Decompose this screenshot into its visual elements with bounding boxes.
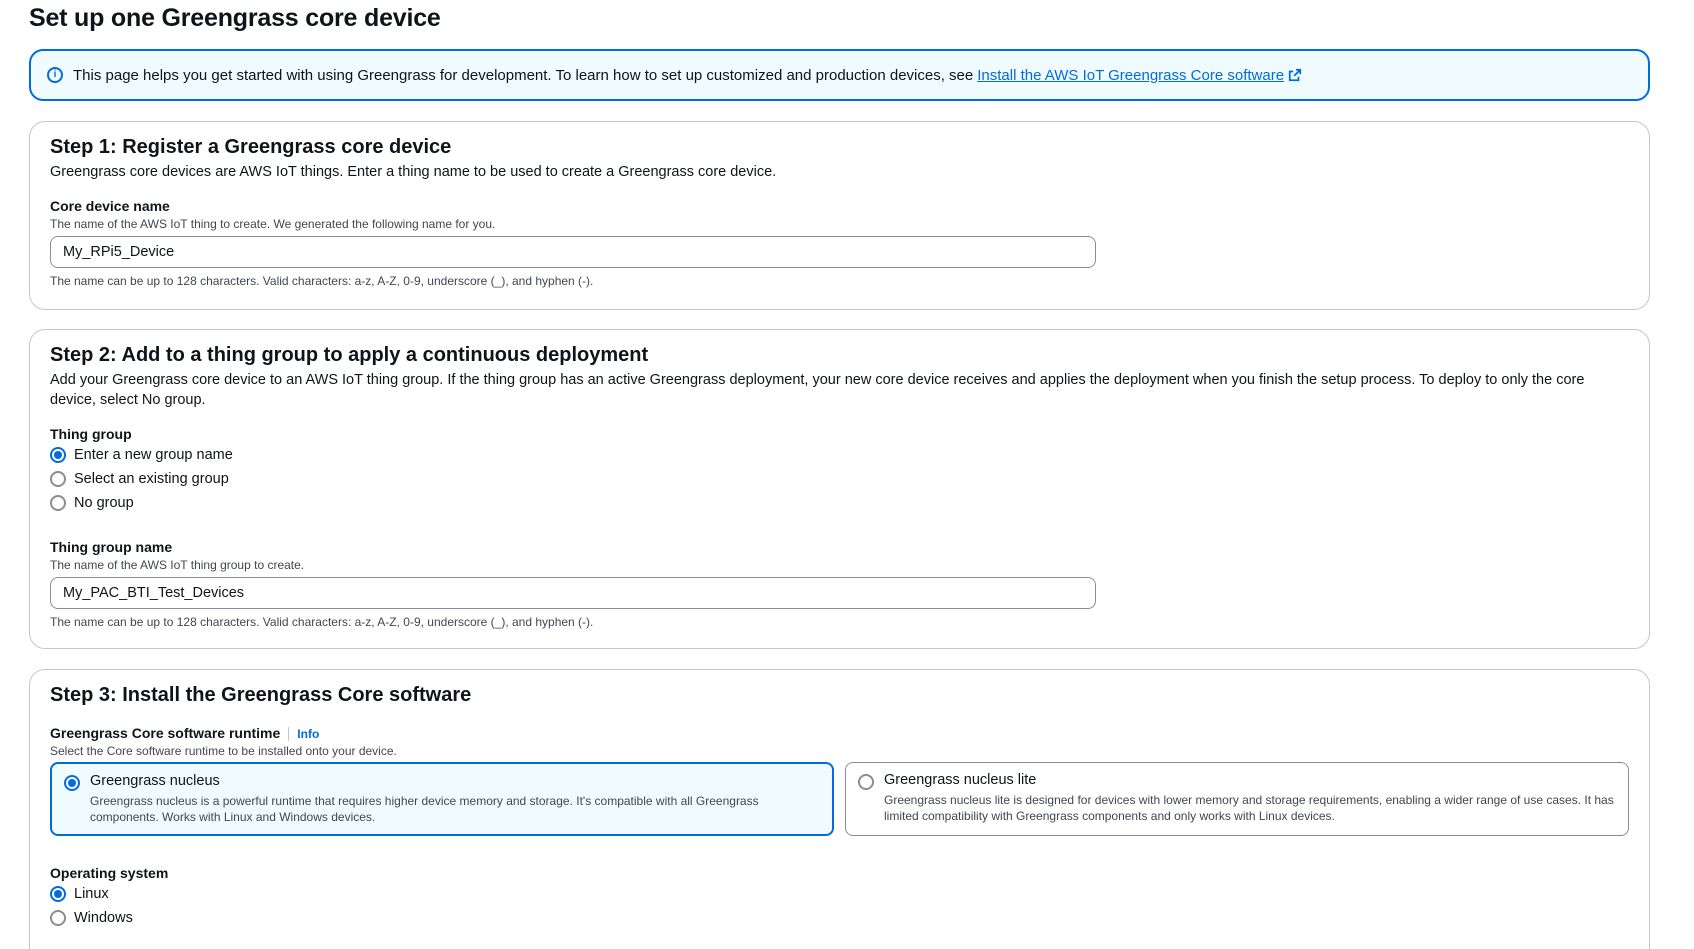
runtime-tile-nucleus[interactable] <box>50 762 834 836</box>
radio-existing-group[interactable] <box>50 471 229 487</box>
radio-os-windows-control[interactable] <box>50 910 66 926</box>
runtime-tile-nucleus-lite-title: Greengrass nucleus lite <box>884 772 1037 788</box>
thing-group-name-constraint: The name can be up to 128 characters. Valid characters: a-z, A-Z, 0-9, underscore (_), and hyphen (-). <box>50 615 594 629</box>
core-device-name-input[interactable] <box>50 236 1096 268</box>
runtime-tile-nucleus-description: Greengrass nucleus is a powerful runtime that requires higher device memory and storage. It's compatible with all Greengrass components. Works with Linux and Windows devices. <box>90 794 759 824</box>
radio-os-windows-label: Windows <box>74 910 133 926</box>
runtime-description: Select the Core software runtime to be installed onto your device. <box>50 744 397 758</box>
step1-card <box>29 121 1650 310</box>
thing-group-name-input[interactable] <box>50 577 1096 609</box>
radio-new-group-control[interactable] <box>50 447 66 463</box>
install-core-software-link[interactable] <box>977 67 1302 84</box>
external-link-icon <box>1288 68 1302 82</box>
radio-no-group[interactable] <box>50 495 134 511</box>
core-device-name-label: Core device name <box>50 198 170 214</box>
runtime-tile-nucleus-radio[interactable] <box>64 775 80 791</box>
runtime-tile-nucleus-lite-radio[interactable] <box>858 774 874 790</box>
thing-group-label: Thing group <box>50 426 132 442</box>
thing-group-name-description: The name of the AWS IoT thing group to create. <box>50 558 305 572</box>
operating-system-label: Operating system <box>50 865 169 881</box>
runtime-label <box>50 725 319 741</box>
step2-title: Step 2: Add to a thing group to apply a continuous deployment <box>50 344 649 366</box>
radio-os-linux[interactable] <box>50 886 109 902</box>
radio-no-group-control[interactable] <box>50 495 66 511</box>
core-device-name-description: The name of the AWS IoT thing to create. We generated the following name for you. <box>50 217 496 231</box>
page-title: Set up one Greengrass core device <box>29 4 441 32</box>
radio-os-windows[interactable] <box>50 910 133 926</box>
core-device-name-constraint: The name can be up to 128 characters. Valid characters: a-z, A-Z, 0-9, underscore (_), and hyphen (-). <box>50 274 594 288</box>
alert-text: This page helps you get started with using Greengrass for development. To learn how to set up customized and production devices, see <box>73 66 974 84</box>
radio-existing-group-control[interactable] <box>50 471 66 487</box>
step2-description: Add your Greengrass core device to an AWS IoT thing group. If the thing group has an active Greengrass deployment, your new core device receives and applies the deployment when you finish the setup process. To deploy to only the core device, select No group. <box>50 372 1585 408</box>
step3-card <box>29 669 1650 949</box>
install-core-software-link-label: Install the AWS IoT Greengrass Core software <box>977 66 1285 84</box>
step1-description: Greengrass core devices are AWS IoT things. Enter a thing name to be used to create a Greengrass core device. <box>50 164 777 180</box>
runtime-label-text: Greengrass Core software runtime <box>50 725 281 741</box>
radio-existing-group-label: Select an existing group <box>74 471 229 487</box>
info-alert <box>29 49 1650 101</box>
step1-title: Step 1: Register a Greengrass core device <box>50 136 452 158</box>
runtime-tile-nucleus-title: Greengrass nucleus <box>90 773 220 789</box>
radio-new-group[interactable] <box>50 447 233 463</box>
step3-title: Step 3: Install the Greengrass Core software <box>50 684 472 706</box>
radio-os-linux-label: Linux <box>74 886 109 902</box>
radio-os-linux-control[interactable] <box>50 886 66 902</box>
step2-card <box>29 329 1650 649</box>
thing-group-name-label: Thing group name <box>50 539 173 555</box>
runtime-tile-nucleus-lite[interactable] <box>845 762 1629 836</box>
runtime-info-link[interactable]: Info <box>288 727 319 741</box>
runtime-tile-nucleus-lite-description: Greengrass nucleus lite is designed for devices with lower memory and storage requirements, enabling a wider range of use cases. It has limited compatibility with Greengrass components and only works with Linux devices. <box>884 793 1614 823</box>
radio-no-group-label: No group <box>74 495 134 511</box>
radio-new-group-label: Enter a new group name <box>74 447 233 463</box>
info-icon: i <box>47 67 63 83</box>
